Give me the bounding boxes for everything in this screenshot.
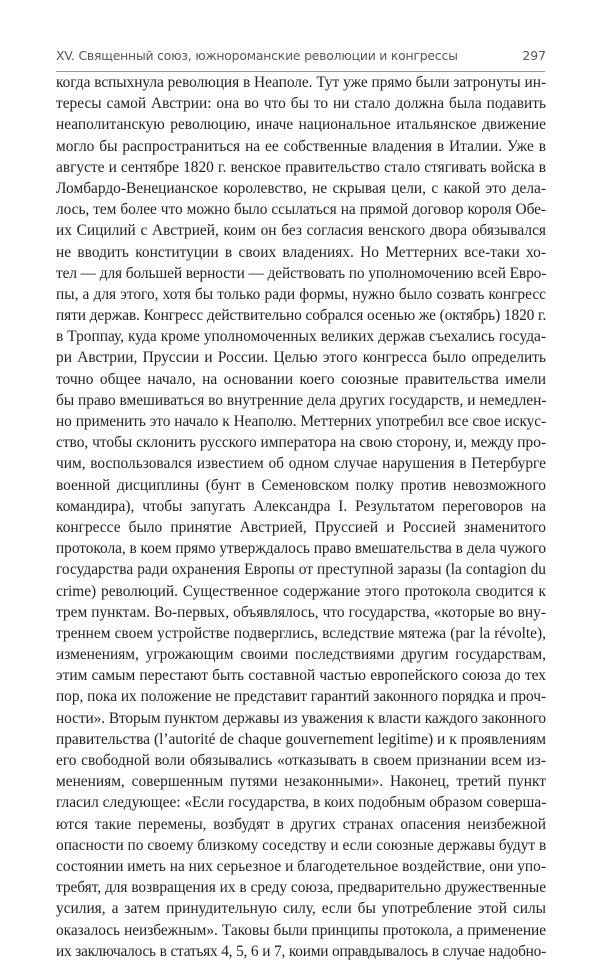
text-line: менениям, совершенным путями незаконными». Наконец, третий пункт [56, 773, 546, 791]
text-line: но применить это начало к Неаполю. Меттерних употребил все свое искус- [56, 413, 546, 430]
text-line: когда вспыхнула революция в Неаполе. Тут уже прямо были затронуты ин- [56, 74, 546, 91]
text-line: неаполитанскую революцию, иначе национальное итальянское движение [56, 116, 546, 134]
text-line: чим, воспользовался известием об одном случае нарушения в Петербурге [56, 455, 546, 473]
text-line: конгрессе было принятие Австрией, Пруссией и Россией знаменитого [56, 518, 546, 536]
text-line: правительства (l’autorité de chaque gouvernement legitime) и к проявлениям [56, 730, 546, 748]
text-line: треннем своем устройстве подверглись, вследствие мятежа (par la révolte), [56, 624, 546, 642]
running-header [56, 48, 546, 68]
text-line: ности». Вторым пунктом державы из уважения к власти каждого законного [56, 709, 546, 727]
text-line: пяти держав. Конгресс действительно собрался осенью же (октябрь) 1820 г. [56, 307, 546, 325]
text-line: ются такие перемены, возбудят в других странах опасения неизбежной [56, 815, 546, 833]
text-line: состоянии иметь на них серьезное и благодетельное воздействие, они упо- [56, 857, 546, 875]
text-line: оказалось неизбежным». Таковы были принципы протокола, а применение [56, 921, 546, 939]
text-line: его свободной воли обязывались «отказывать в своем признании всем из- [56, 752, 546, 769]
text-line: crime) революций. Существенное содержание этого протокола сводится к [56, 582, 546, 600]
text-line: командира), чтобы запугать Александра I. Результатом переговоров на [56, 497, 546, 515]
text-line: тел — для большей верности — действовать по уполномочению всей Евро- [56, 264, 546, 282]
text-line: пы, а для этого, хотя бы только ради формы, нужно было созвать конгресс [56, 285, 546, 303]
text-line: трем пунктам. Во-первых, объявлялось, что государства, «которые во вну- [56, 603, 546, 621]
text-line: точно общее начало, на основании коего союзные правительства имели [56, 370, 546, 388]
text-line: ство, чтобы склонить русского императора на свою сторону, и, между про- [56, 434, 546, 452]
text-line: могло бы распространиться на ее собственные владения в Италии. Уже в [56, 137, 546, 155]
text-line: августе и сентябре 1820 г. венское правительство стало стягивать войска в [56, 158, 546, 176]
text-line: не вводить конституции в своих владениях. Но Меттерних все-таки хо- [56, 243, 546, 261]
body-text [56, 72, 546, 962]
text-line: их заключалось в статьях 4, 5, 6 и 7, коими оправдывалось в случае надобно- [56, 942, 546, 960]
text-line: в Троппау, куда кроме уполномоченных великих держав съехались госуда- [56, 328, 546, 346]
text-line: усилия, а затем принудительную силу, если бы употребление этой силы [56, 900, 546, 918]
page-number: 297 [522, 48, 546, 63]
chapter-title: XV. Священный союз, южнороманские революции и конгрессы [56, 48, 458, 63]
text-line: опасности по своему близкому соседству и если союзные державы будут в [56, 836, 546, 854]
text-line: этим самым перестают быть составной частью европейского союза до тех [56, 667, 546, 685]
text-line: требят, для возвращения их в среду союза, предварительно дружественные [56, 879, 546, 897]
text-line: лось, тем более что можно было ссылаться на прямой договор короля Обе- [56, 201, 546, 219]
text-line: их Сицилий с Австрией, коим он без согласия венского двора обязывался [56, 222, 546, 240]
text-line: государства ради охранения Европы от преступной заразы (la contagion du [56, 561, 546, 579]
text-line: тересы самой Австрии: она во что бы то ни стало должна была подавить [56, 95, 546, 113]
text-line: военной дисциплины (бунт в Семеновском полку против невозможного [56, 476, 546, 494]
text-line: пор, пока их положение не представит гарантий законного порядка и проч- [56, 688, 546, 706]
text-line: Ломбардо-Венецианское королевство, не скрывая цели, с какой это дела- [56, 179, 546, 197]
text-line: изменениям, угрожающим своими последствиями другим государствам, [56, 646, 546, 664]
text-line: протокола, в коем прямо утверждалось право вмешательства в дела чужого [56, 540, 546, 558]
text-line: бы право вмешиваться во внутренние дела других государств, и немедлен- [56, 391, 546, 409]
text-line: гласил следующее: «Если государства, в коих подобным образом соверша- [56, 794, 546, 812]
text-line: ри Австрии, Пруссии и России. Целью этого конгресса было определить [56, 349, 546, 367]
